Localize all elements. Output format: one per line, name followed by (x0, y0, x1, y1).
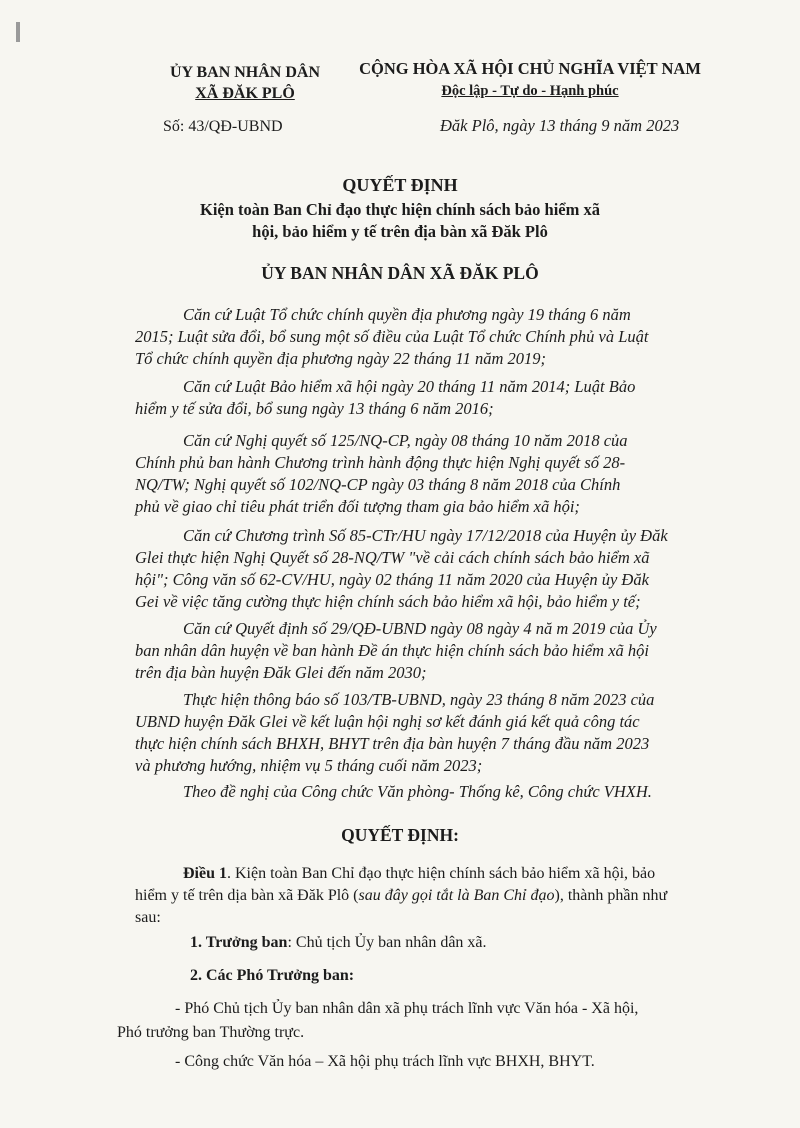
document-number: Số: 43/QĐ-UBND (163, 118, 283, 135)
article-1-line2-italic: sau đây gọi tắt là Ban Chỉ đạo (358, 887, 555, 904)
preamble-2: Căn cứ Luật Bảo hiểm xã hội ngày 20 tháng 11 năm 2014; Luật Bảo hiểm y tế sửa đổi, bổ sung ngày 13 tháng 6 năm 2016; (135, 377, 636, 418)
decision-heading: QUYẾT ĐỊNH: (341, 825, 459, 845)
preamble-1: Căn cứ Luật Tổ chức chính quyền địa phương ngày 19 tháng 6 năm 2015; Luật sửa đổi, bổ sung một số điều của Luật Tổ chức Chính phủ và Luật Tổ chức chính quyền địa phương ngày 22 tháng 11 năm 2019; (135, 305, 649, 368)
issuer-block (150, 62, 340, 104)
national-title-block (330, 58, 730, 102)
subject-line2: hội, bảo hiểm y tế trên địa bàn xã Đăk Plô (252, 222, 548, 241)
preamble-7: Theo đề nghị của Công chức Văn phòng- Thống kê, Công chức VHXH. (183, 782, 652, 801)
item-1 (190, 934, 487, 952)
authority-heading: ỦY BAN NHÂN DÂN XÃ ĐĂK PLÔ (261, 263, 539, 283)
preamble-6: Thực hiện thông báo số 103/TB-UBND, ngày 23 tháng 8 năm 2023 của UBND huyện Đăk Glei về kết luận hội nghị sơ kết đánh giá kết quả công tác thực hiện chính sách BHXH, BHYT trên địa bàn huyện 7 tháng đầu năm 2023 và phương hướng, nhiệm vụ 5 tháng cuối năm 2023; (135, 690, 655, 775)
national-title: CỘNG HÒA XÃ HỘI CHỦ NGHĨA VIỆT NAM (359, 59, 701, 78)
article-1-line1: . Kiện toàn Ban Chỉ đạo thực hiện chính sách bảo hiểm xã hội, bảo (227, 865, 656, 882)
item-1-text: : Chủ tịch Ủy ban nhân dân xã. (287, 934, 487, 951)
item-2-line2: Phó trưởng ban Thường trực. (117, 1024, 305, 1041)
item-2-body (117, 997, 638, 1074)
article-1-label: Điều 1 (183, 865, 227, 882)
preamble-5: Căn cứ Quyết định số 29/QĐ-UBND ngày 08 ngày 4 nă m 2019 của Ủy ban nhân dân huyện về ban hành Đề án thực hiện chính sách bảo hiểm xã hội trên địa bàn huyện Đăk Glei đến năm 2030; (135, 619, 657, 682)
issuer-line1: ỦY BAN NHÂN DÂN (169, 64, 321, 81)
item-2-label: 2. Các Phó Trưởng ban: (190, 967, 355, 984)
preamble-3: Căn cứ Nghị quyết số 125/NQ-CP, ngày 08 tháng 10 năm 2018 của Chính phủ ban hành Chương trình hành động thực hiện Nghị quyết số 28- NQ/TW; Nghị quyết số 102/NQ-CP ngày 03 tháng 8 năm 2018 của Chính phủ về giao chỉ tiêu phát triển đối tượng tham gia bảo hiểm xã hội; (135, 431, 628, 516)
subject-line1: Kiện toàn Ban Chỉ đạo thực hiện chính sách bảo hiểm xã (199, 200, 601, 219)
article-1-line3: sau: (135, 909, 161, 926)
scan-mark (16, 22, 20, 42)
item-2-line1: - Phó Chủ tịch Ủy ban nhân dân xã phụ trách lĩnh vực Văn hóa - Xã hội, (175, 1000, 639, 1017)
item-1-label: 1. Trưởng ban (190, 934, 288, 951)
national-motto: Độc lập - Tự do - Hạnh phúc (441, 83, 619, 99)
document-title: QUYẾT ĐỊNH (342, 175, 458, 195)
preamble-4: Căn cứ Chương trình Số 85-CTr/HU ngày 17/12/2018 của Huyện ủy Đăk Glei thực hiện Nghị Quyết số 28-NQ/TW "về cải cách chính sách bảo hiểm xã hội"; Công văn số 62-CV/HU, ngày 02 tháng 11 năm 2020 của Huyện ủy Đăk Gei về việc tăng cường thực hiện chính sách bảo hiểm xã hội, bảo hiểm y tế; (135, 526, 668, 611)
article-1-line2-post: ), thành phần như (554, 887, 668, 904)
place-date: Đăk Plô, ngày 13 tháng 9 năm 2023 (440, 116, 680, 135)
item-2-line3: - Công chức Văn hóa – Xã hội phụ trách lĩnh vực BHXH, BHYT. (175, 1053, 595, 1070)
issuer-line2: XÃ ĐĂK PLÔ (195, 85, 295, 102)
article-1-line2-pre: hiểm y tế trên dịa bàn xã Đăk Plô ( (135, 887, 359, 904)
article-1 (135, 863, 667, 929)
document-subject (0, 199, 800, 243)
